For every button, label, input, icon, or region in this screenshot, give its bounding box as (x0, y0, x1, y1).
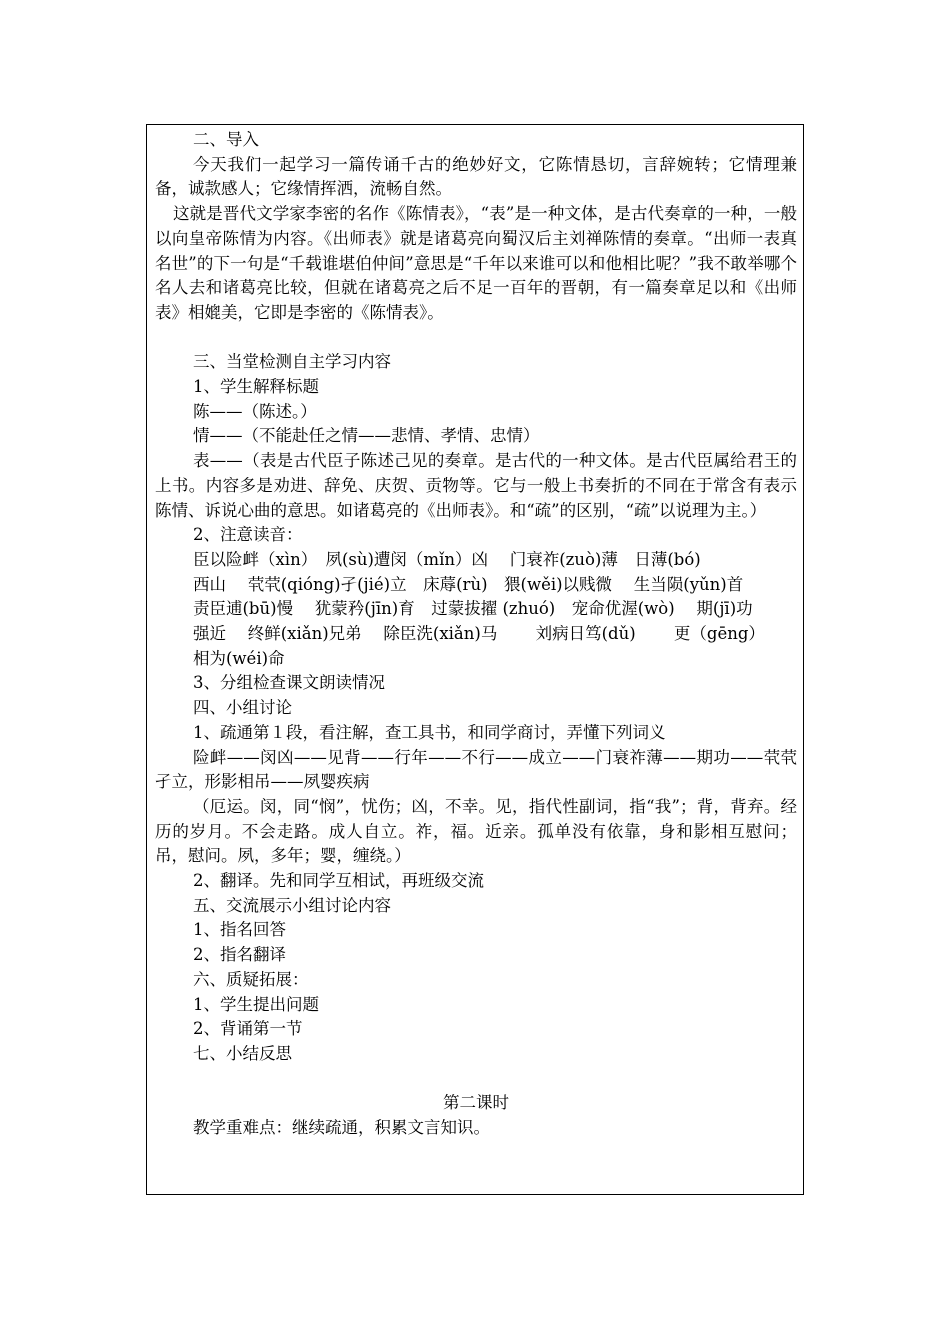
lesson-plan-table-cell (146, 124, 804, 1195)
pinyin-5: 相为(wéi)命 (193, 648, 285, 668)
pinyin-2: 西山 茕茕(qióng)孑(jié)立 床蓐(rù) 猥(wěi)以贱微 生当陨(yǔn)首 (193, 574, 744, 594)
heading-3: 三、当堂检测自主学习内容 (193, 352, 391, 372)
teaching-focus: 教学重难点：继续疏通，积累文言知识。 (193, 1118, 490, 1138)
def-biao: 表——（表是古代臣子陈述己见的奏章。是古代的一种文体。是古代臣属给君王的上书。内容多是劝进、辞免、庆贺、贡物等。它与一般上书奏折的不同在于常含有表示陈情、诉说心曲的意思。如诸葛亮的《出师表》。和“疏”的区别，“疏”以说理为主。） (155, 451, 797, 520)
item-5-2: 2、指名翻译 (193, 945, 286, 965)
item-6-1: 1、学生提出问题 (193, 994, 319, 1014)
heading-6: 六、质疑拓展： (193, 969, 309, 989)
second-lesson-title: 第二课时 (443, 1093, 509, 1113)
lesson-plan-content (147, 125, 805, 1141)
intro-para-2: 这就是晋代文学家李密的名作《陈情表》，“表”是一种文体，是古代奏章的一种，一般以向皇帝陈情为内容。《出师表》就是诸葛亮向蜀汉后主刘禅陈情的奏章。“出师一表真名世”的下一句是“千载谁堪伯仲间”意思是“千年以来谁可以和他相比呢？”我不敢举哪个名人去和诸葛亮比较，但就在诸葛亮之后不足一百年的晋朝，有一篇奏章足以和《出师表》相媲美，它即是李密的《陈情表》。 (155, 204, 797, 322)
item-4-1: 1、疏通第１段，看注解，查工具书，和同学商讨，弄懂下列词义 (193, 722, 666, 742)
def-chen: 陈——（陈述。） (193, 401, 317, 421)
def-qing: 情——（不能赴任之情——悲情、孝情、忠情） (193, 426, 540, 446)
heading-4: 四、小组讨论 (193, 698, 292, 718)
blank-1 (155, 326, 797, 351)
pinyin-3: 责臣逋(bū)慢 犹蒙矜(jīn)育 过蒙拔擢 (zhuó) 宠命优渥(wò) 期(jī)功 (193, 599, 753, 619)
pinyin-1: 臣以险衅（xìn） 夙(sù)遭闵（mǐn）凶 门衰祚(zuò)薄 日薄(bó) (193, 549, 701, 569)
item-4-2: 2、翻译。先和同学互相试，再班级交流 (193, 871, 484, 891)
heading-5: 五、交流展示小组讨论内容 (193, 895, 391, 915)
item-6-2: 2、背诵第一节 (193, 1019, 303, 1039)
pinyin-4: 强近 终鲜(xiǎn)兄弟 除臣洗(xiǎn)马 刘病日笃(dǔ) 更（gēng） (193, 624, 765, 644)
heading-7: 七、小结反思 (193, 1044, 292, 1063)
vocab-list: 险衅——闵凶——见背——行年——不行——成立——门衰祚薄——期功——茕茕孑立，形影相吊——夙婴疾病 (155, 747, 797, 792)
item-5-1: 1、指名回答 (193, 920, 286, 940)
item-3-2: 2、注意读音： (193, 525, 303, 545)
item-3-1: 1、学生解释标题 (193, 377, 319, 397)
heading-2: 二、导入 (193, 130, 259, 149)
blank-2 (155, 1067, 797, 1092)
item-3-3: 3、分组检查课文朗读情况 (193, 673, 385, 693)
intro-para-1: 今天我们一起学习一篇传诵千古的绝妙好文，它陈情恳切，言辞婉转；它情理兼备，诚款感人；它缘情挥洒，流畅自然。 (155, 154, 797, 199)
vocab-answers: （厄运。闵，同“悯”，忧伤；凶，不幸。见，指代性副词，指“我”；背，背弃。经历的岁月。不会走路。成人自立。祚，福。近亲。孤单没有依靠，身和影相互慰问；吊，慰问。夙，多年；婴，缠绕。） (155, 796, 797, 866)
